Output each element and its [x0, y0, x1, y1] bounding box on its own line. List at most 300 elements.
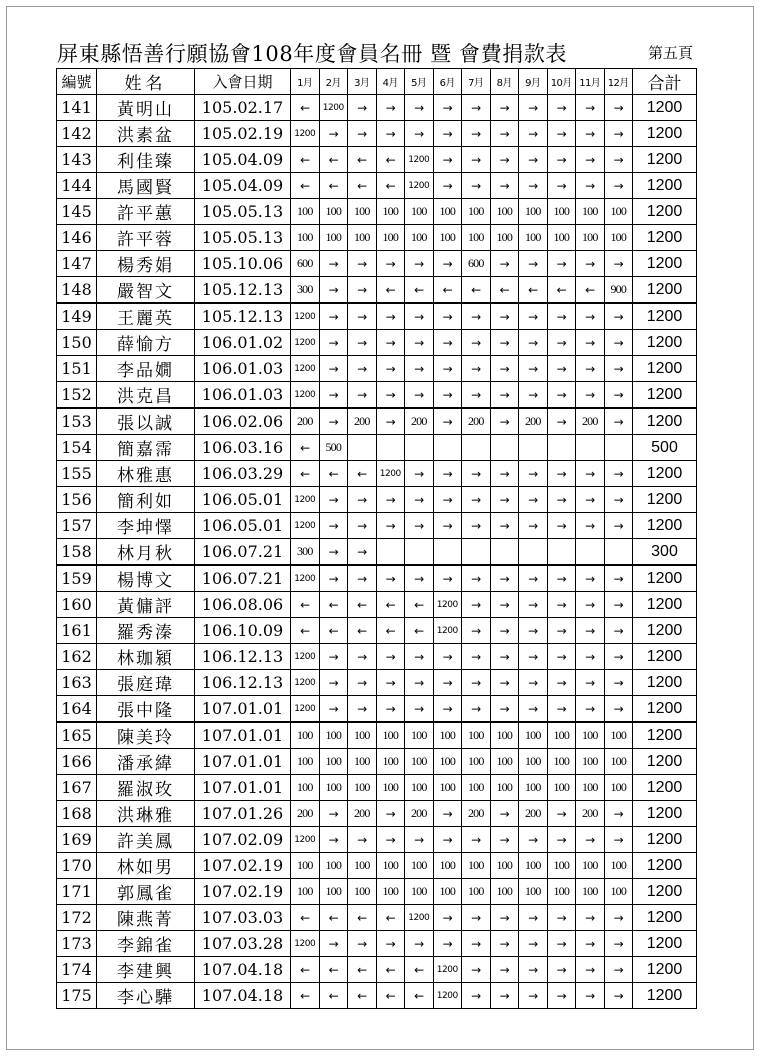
month-payment-cell: →	[576, 251, 605, 277]
total-cell: 1200	[633, 147, 697, 173]
month-payment-cell: 1200	[376, 461, 405, 487]
month-payment-cell: →	[433, 565, 462, 592]
month-payment-cell: →	[547, 356, 576, 382]
month-payment-cell: →	[376, 644, 405, 670]
month-payment-cell: →	[405, 382, 434, 409]
month-payment-cell: →	[405, 487, 434, 513]
header-row	[57, 69, 697, 95]
month-payment-cell: →	[519, 173, 548, 199]
month-payment-cell: ←	[291, 983, 320, 1009]
month-payment-cell: →	[433, 827, 462, 853]
month-payment-cell: 300	[291, 277, 320, 304]
month-payment-cell: →	[576, 644, 605, 670]
month-payment-cell: →	[576, 487, 605, 513]
month-payment-cell: 100	[462, 225, 491, 251]
member-id-cell: 174	[57, 957, 97, 983]
month-payment-cell: →	[433, 801, 462, 827]
month-payment-cell: →	[462, 487, 491, 513]
month-payment-cell: →	[604, 487, 633, 513]
month-payment-cell: →	[547, 618, 576, 644]
member-id-cell: 156	[57, 487, 97, 513]
member-id-cell: 143	[57, 147, 97, 173]
join-date-cell: 105.05.13	[195, 225, 291, 251]
month-payment-cell: →	[405, 303, 434, 330]
month-payment-cell: 100	[490, 199, 519, 225]
month-payment-cell: →	[490, 461, 519, 487]
month-payment-cell: 100	[604, 749, 633, 775]
month-payment-cell: →	[519, 121, 548, 147]
member-name-cell: 林如男	[97, 853, 195, 879]
month-payment-cell: 100	[291, 749, 320, 775]
month-payment-cell	[604, 539, 633, 566]
table-row	[57, 199, 697, 225]
month-payment-cell: →	[462, 983, 491, 1009]
month-payment-cell: →	[604, 356, 633, 382]
month-payment-cell: →	[547, 513, 576, 539]
member-id-cell: 154	[57, 435, 97, 461]
month-payment-cell: →	[547, 147, 576, 173]
month-payment-cell: →	[576, 95, 605, 121]
total-cell: 1200	[633, 199, 697, 225]
month-payment-cell: →	[433, 696, 462, 723]
table-row	[57, 775, 697, 801]
month-payment-cell	[519, 539, 548, 566]
total-cell: 1200	[633, 382, 697, 409]
member-name-cell: 洪素盆	[97, 121, 195, 147]
table-row	[57, 251, 697, 277]
month-payment-cell: 100	[490, 749, 519, 775]
month-payment-cell: →	[376, 827, 405, 853]
member-id-cell: 148	[57, 277, 97, 304]
month-payment-cell: ←	[348, 618, 377, 644]
month-payment-cell: →	[576, 827, 605, 853]
month-payment-cell: 100	[519, 879, 548, 905]
total-cell: 1200	[633, 618, 697, 644]
member-name-cell: 洪克昌	[97, 382, 195, 409]
month-payment-cell: →	[376, 303, 405, 330]
month-payment-cell: 100	[490, 853, 519, 879]
member-id-cell: 165	[57, 722, 97, 749]
total-cell: 1200	[633, 461, 697, 487]
month-payment-cell: →	[604, 670, 633, 696]
month-payment-cell: →	[376, 382, 405, 409]
total-cell: 1200	[633, 356, 697, 382]
total-cell: 1200	[633, 277, 697, 304]
month-payment-cell: 100	[576, 775, 605, 801]
month-payment-cell: →	[519, 487, 548, 513]
month-payment-cell: 100	[319, 775, 348, 801]
member-id-cell: 167	[57, 775, 97, 801]
join-date-cell: 106.07.21	[195, 565, 291, 592]
month-payment-cell: →	[319, 539, 348, 566]
month-payment-cell	[576, 435, 605, 461]
month-payment-cell: →	[348, 487, 377, 513]
month-payment-cell: ←	[291, 95, 320, 121]
join-date-cell: 106.07.21	[195, 539, 291, 566]
month-payment-cell: →	[348, 539, 377, 566]
month-payment-cell: →	[405, 931, 434, 957]
member-id-cell: 159	[57, 565, 97, 592]
member-id-cell: 161	[57, 618, 97, 644]
month-payment-cell: 100	[433, 722, 462, 749]
join-date-cell: 107.04.18	[195, 983, 291, 1009]
member-name-cell: 許平蓉	[97, 225, 195, 251]
month-payment-cell: →	[604, 121, 633, 147]
total-cell: 1200	[633, 303, 697, 330]
header-month: 12月	[604, 69, 633, 95]
month-payment-cell: 100	[405, 879, 434, 905]
month-payment-cell: 100	[604, 853, 633, 879]
month-payment-cell: 100	[604, 722, 633, 749]
member-name-cell: 楊博文	[97, 565, 195, 592]
join-date-cell: 105.10.06	[195, 251, 291, 277]
month-payment-cell	[519, 435, 548, 461]
month-payment-cell: →	[433, 408, 462, 435]
table-row	[57, 408, 697, 435]
month-payment-cell: ←	[348, 957, 377, 983]
month-payment-cell: →	[490, 592, 519, 618]
month-payment-cell: 1200	[291, 696, 320, 723]
month-payment-cell: →	[547, 121, 576, 147]
month-payment-cell: →	[519, 618, 548, 644]
month-payment-cell: →	[462, 95, 491, 121]
member-id-cell: 169	[57, 827, 97, 853]
month-payment-cell: 100	[462, 722, 491, 749]
month-payment-cell: →	[462, 905, 491, 931]
month-payment-cell: 300	[291, 539, 320, 566]
month-payment-cell: →	[462, 931, 491, 957]
month-payment-cell: →	[462, 670, 491, 696]
total-cell: 1200	[633, 957, 697, 983]
month-payment-cell: ←	[376, 905, 405, 931]
member-name-cell: 黃明山	[97, 95, 195, 121]
month-payment-cell: →	[547, 565, 576, 592]
join-date-cell: 107.01.26	[195, 801, 291, 827]
title-row	[57, 38, 697, 68]
month-payment-cell: →	[490, 644, 519, 670]
total-cell: 1200	[633, 827, 697, 853]
page-number-label: 第五頁	[647, 44, 693, 62]
join-date-cell: 107.04.18	[195, 957, 291, 983]
month-payment-cell: ←	[576, 277, 605, 304]
month-payment-cell: →	[604, 618, 633, 644]
month-payment-cell: →	[604, 513, 633, 539]
month-payment-cell: →	[348, 565, 377, 592]
month-payment-cell: →	[576, 147, 605, 173]
total-cell: 1200	[633, 905, 697, 931]
month-payment-cell: →	[319, 356, 348, 382]
month-payment-cell: →	[405, 565, 434, 592]
month-payment-cell: 1200	[291, 931, 320, 957]
month-payment-cell: 100	[319, 199, 348, 225]
month-payment-cell: →	[433, 513, 462, 539]
table-row	[57, 435, 697, 461]
table-row	[57, 356, 697, 382]
month-payment-cell: 100	[291, 225, 320, 251]
total-cell: 1200	[633, 801, 697, 827]
month-payment-cell: 200	[291, 408, 320, 435]
month-payment-cell: 1200	[291, 330, 320, 356]
month-payment-cell: →	[376, 801, 405, 827]
month-payment-cell	[376, 435, 405, 461]
month-payment-cell: 200	[462, 408, 491, 435]
month-payment-cell: →	[462, 356, 491, 382]
join-date-cell: 106.10.09	[195, 618, 291, 644]
month-payment-cell: ←	[376, 592, 405, 618]
month-payment-cell: →	[519, 827, 548, 853]
member-id-cell: 152	[57, 382, 97, 409]
month-payment-cell: 100	[519, 199, 548, 225]
member-id-cell: 142	[57, 121, 97, 147]
month-payment-cell: ←	[348, 147, 377, 173]
month-payment-cell: →	[547, 827, 576, 853]
month-payment-cell: 100	[490, 722, 519, 749]
month-payment-cell	[405, 539, 434, 566]
join-date-cell: 106.12.13	[195, 670, 291, 696]
month-payment-cell: ←	[291, 461, 320, 487]
table-row	[57, 722, 697, 749]
month-payment-cell: 200	[348, 408, 377, 435]
total-cell: 1200	[633, 487, 697, 513]
table-row	[57, 225, 697, 251]
month-payment-cell: ←	[433, 277, 462, 304]
month-payment-cell: ←	[291, 435, 320, 461]
month-payment-cell: ←	[490, 277, 519, 304]
month-payment-cell: 100	[291, 199, 320, 225]
month-payment-cell: 100	[462, 749, 491, 775]
month-payment-cell: →	[433, 461, 462, 487]
month-payment-cell: 200	[576, 408, 605, 435]
month-payment-cell	[405, 435, 434, 461]
month-payment-cell: →	[576, 330, 605, 356]
month-payment-cell: 100	[291, 853, 320, 879]
month-payment-cell: 100	[433, 225, 462, 251]
month-payment-cell: →	[348, 670, 377, 696]
month-payment-cell: →	[462, 303, 491, 330]
total-cell: 1200	[633, 330, 697, 356]
month-payment-cell: →	[319, 303, 348, 330]
month-payment-cell: 1200	[291, 487, 320, 513]
month-payment-cell: →	[433, 95, 462, 121]
month-payment-cell: →	[519, 303, 548, 330]
month-payment-cell: →	[433, 147, 462, 173]
month-payment-cell: →	[490, 95, 519, 121]
month-payment-cell: →	[348, 931, 377, 957]
month-payment-cell: →	[490, 251, 519, 277]
month-payment-cell: 1200	[291, 382, 320, 409]
month-payment-cell: →	[348, 644, 377, 670]
month-payment-cell	[547, 539, 576, 566]
member-name-cell: 張庭瑋	[97, 670, 195, 696]
month-payment-cell: 200	[348, 801, 377, 827]
month-payment-cell: ←	[291, 905, 320, 931]
month-payment-cell: 100	[576, 225, 605, 251]
month-payment-cell: 100	[405, 722, 434, 749]
month-payment-cell: ←	[405, 957, 434, 983]
member-name-cell: 張以誠	[97, 408, 195, 435]
month-payment-cell: →	[433, 644, 462, 670]
month-payment-cell	[348, 435, 377, 461]
month-payment-cell: →	[490, 487, 519, 513]
member-id-cell: 158	[57, 539, 97, 566]
month-payment-cell: 100	[376, 775, 405, 801]
member-id-cell: 147	[57, 251, 97, 277]
month-payment-cell: 100	[547, 722, 576, 749]
total-cell: 1200	[633, 853, 697, 879]
month-payment-cell: 1200	[405, 905, 434, 931]
month-payment-cell: →	[547, 644, 576, 670]
month-payment-cell: →	[348, 827, 377, 853]
month-payment-cell: →	[519, 330, 548, 356]
member-name-cell: 洪琳雅	[97, 801, 195, 827]
month-payment-cell: →	[604, 251, 633, 277]
month-payment-cell: ←	[319, 173, 348, 199]
month-payment-cell: 100	[405, 225, 434, 251]
member-name-cell: 利佳臻	[97, 147, 195, 173]
month-payment-cell: ←	[405, 983, 434, 1009]
member-id-cell: 151	[57, 356, 97, 382]
month-payment-cell: →	[376, 565, 405, 592]
month-payment-cell: →	[433, 121, 462, 147]
month-payment-cell: →	[348, 121, 377, 147]
month-payment-cell: →	[319, 827, 348, 853]
month-payment-cell: 100	[319, 879, 348, 905]
month-payment-cell: →	[462, 592, 491, 618]
month-payment-cell: →	[576, 356, 605, 382]
table-row	[57, 121, 697, 147]
month-payment-cell: ←	[319, 618, 348, 644]
month-payment-cell: →	[348, 303, 377, 330]
month-payment-cell: 100	[519, 225, 548, 251]
month-payment-cell: →	[604, 95, 633, 121]
member-id-cell: 146	[57, 225, 97, 251]
month-payment-cell: →	[490, 957, 519, 983]
month-payment-cell: →	[604, 931, 633, 957]
table-row	[57, 303, 697, 330]
join-date-cell: 106.01.03	[195, 382, 291, 409]
month-payment-cell: →	[348, 251, 377, 277]
month-payment-cell: ←	[519, 277, 548, 304]
month-payment-cell: 100	[462, 775, 491, 801]
month-payment-cell: →	[319, 121, 348, 147]
member-id-cell: 175	[57, 983, 97, 1009]
month-payment-cell: →	[462, 644, 491, 670]
month-payment-cell: →	[547, 957, 576, 983]
month-payment-cell: →	[604, 983, 633, 1009]
month-payment-cell: →	[433, 330, 462, 356]
month-payment-cell: 100	[462, 853, 491, 879]
month-payment-cell: 1200	[405, 173, 434, 199]
month-payment-cell: 200	[519, 408, 548, 435]
month-payment-cell: 200	[576, 801, 605, 827]
header-month: 7月	[462, 69, 491, 95]
month-payment-cell: →	[604, 957, 633, 983]
join-date-cell: 105.12.13	[195, 277, 291, 304]
month-payment-cell: 1200	[433, 618, 462, 644]
month-payment-cell: ←	[348, 173, 377, 199]
member-name-cell: 羅淑玫	[97, 775, 195, 801]
total-cell: 1200	[633, 775, 697, 801]
table-row	[57, 644, 697, 670]
member-id-cell: 150	[57, 330, 97, 356]
member-roster-table	[56, 68, 697, 1009]
member-id-cell: 168	[57, 801, 97, 827]
month-payment-cell: →	[405, 696, 434, 723]
month-payment-cell: →	[519, 931, 548, 957]
month-payment-cell: →	[604, 644, 633, 670]
month-payment-cell: →	[490, 303, 519, 330]
month-payment-cell: 100	[348, 199, 377, 225]
month-payment-cell	[576, 539, 605, 566]
month-payment-cell: →	[547, 696, 576, 723]
header-month: 11月	[576, 69, 605, 95]
header-month: 10月	[547, 69, 576, 95]
month-payment-cell: →	[576, 696, 605, 723]
month-payment-cell: 100	[376, 879, 405, 905]
member-name-cell: 張中隆	[97, 696, 195, 723]
month-payment-cell: 1200	[291, 121, 320, 147]
roster-body	[57, 95, 697, 1009]
month-payment-cell: ←	[462, 277, 491, 304]
month-payment-cell: 100	[291, 722, 320, 749]
member-name-cell: 林雅惠	[97, 461, 195, 487]
join-date-cell: 105.02.19	[195, 121, 291, 147]
join-date-cell: 106.01.02	[195, 330, 291, 356]
month-payment-cell: 100	[576, 722, 605, 749]
month-payment-cell: →	[462, 957, 491, 983]
total-cell: 1200	[633, 749, 697, 775]
table-row	[57, 382, 697, 409]
month-payment-cell: →	[490, 931, 519, 957]
month-payment-cell: →	[576, 513, 605, 539]
table-row	[57, 95, 697, 121]
total-cell: 500	[633, 435, 697, 461]
month-payment-cell: →	[519, 461, 548, 487]
month-payment-cell: 200	[462, 801, 491, 827]
month-payment-cell: ←	[405, 618, 434, 644]
join-date-cell: 107.03.03	[195, 905, 291, 931]
month-payment-cell: ←	[348, 592, 377, 618]
member-name-cell: 陳燕菁	[97, 905, 195, 931]
table-row	[57, 277, 697, 304]
month-payment-cell: →	[547, 983, 576, 1009]
member-name-cell: 陳美玲	[97, 722, 195, 749]
month-payment-cell: 100	[348, 853, 377, 879]
month-payment-cell: 100	[519, 722, 548, 749]
month-payment-cell: →	[433, 905, 462, 931]
month-payment-cell: →	[319, 487, 348, 513]
month-payment-cell: →	[376, 670, 405, 696]
table-row	[57, 696, 697, 723]
month-payment-cell: →	[319, 670, 348, 696]
month-payment-cell: 100	[376, 853, 405, 879]
table-row	[57, 827, 697, 853]
join-date-cell: 105.04.09	[195, 147, 291, 173]
month-payment-cell: →	[576, 121, 605, 147]
month-payment-cell: ←	[376, 983, 405, 1009]
total-cell: 1200	[633, 225, 697, 251]
month-payment-cell: →	[547, 905, 576, 931]
join-date-cell: 107.01.01	[195, 696, 291, 723]
month-payment-cell: →	[319, 696, 348, 723]
month-payment-cell: 900	[604, 277, 633, 304]
table-row	[57, 957, 697, 983]
month-payment-cell: →	[604, 905, 633, 931]
table-row	[57, 879, 697, 905]
month-payment-cell: 100	[291, 775, 320, 801]
month-payment-cell: →	[519, 592, 548, 618]
month-payment-cell: →	[433, 670, 462, 696]
